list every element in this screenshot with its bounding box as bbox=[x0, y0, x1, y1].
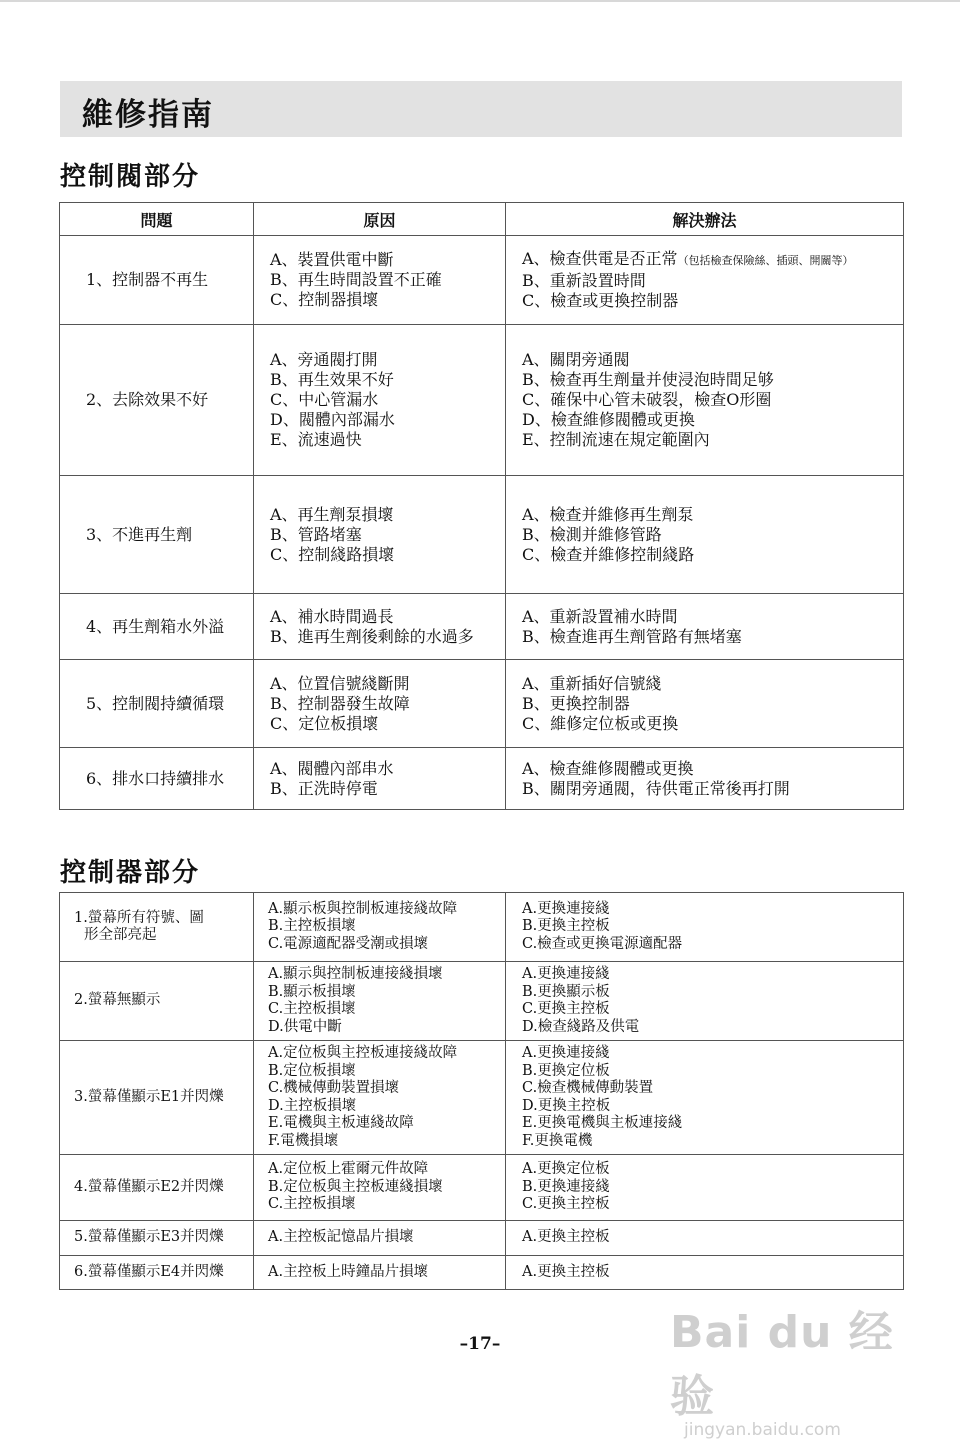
problem-cell bbox=[60, 1041, 254, 1155]
cause-line: C、中心管漏水 bbox=[270, 390, 379, 409]
solution-cell bbox=[506, 476, 904, 594]
column-header-solution: 解決辦法 bbox=[506, 203, 904, 236]
solution-line: A.更換定位板 bbox=[522, 1161, 610, 1178]
solution-line: A、檢查并維修再生劑泵 bbox=[522, 504, 694, 524]
problem-cell bbox=[60, 1256, 254, 1290]
solution-line: A、關閉旁通閥 bbox=[522, 350, 630, 369]
solution-line: B、檢查再生劑量并使浸泡時間足够 bbox=[522, 370, 774, 389]
cause-line: B、再生時間設置不正確 bbox=[270, 270, 442, 289]
solution-line: E、控制流速在規定範圍內 bbox=[522, 430, 710, 449]
cause-line: D、閥體內部漏水 bbox=[270, 410, 395, 429]
problem-line: 6.螢幕僅顯示E4并閃爍 bbox=[74, 1263, 224, 1280]
solution-line: F.更換電機 bbox=[522, 1132, 593, 1149]
problem-cell: 1、控制器不再生 bbox=[60, 236, 254, 325]
table-row bbox=[60, 594, 904, 660]
cause-cell bbox=[254, 1221, 506, 1256]
solution-line: D.檢查綫路及供電 bbox=[522, 1018, 640, 1035]
cause-line: D.主控板損壞 bbox=[268, 1097, 357, 1114]
table-row bbox=[60, 748, 904, 810]
problem-cell: 4、再生劑箱水外溢 bbox=[60, 594, 254, 660]
cause-cell bbox=[254, 748, 506, 810]
table-row bbox=[60, 1221, 904, 1256]
solution-line: A.更換連接綫 bbox=[522, 966, 610, 982]
cause-line: C.主控板損壞 bbox=[268, 1001, 356, 1017]
cause-line: A.定位板上霍爾元件故障 bbox=[268, 1161, 429, 1178]
solution-cell bbox=[506, 893, 904, 962]
watermark-url: jingyan.baidu.com bbox=[684, 1420, 841, 1440]
cause-cell bbox=[254, 594, 506, 660]
cause-line: B、控制器發生故障 bbox=[270, 693, 410, 713]
watermark bbox=[670, 1296, 900, 1440]
page-top-border bbox=[0, 0, 960, 2]
solution-line: D、檢查維修閥體或更換 bbox=[522, 410, 695, 429]
page-number: –17– bbox=[459, 1334, 501, 1354]
problem-cell bbox=[60, 1221, 254, 1256]
solution-line: C、維修定位板或更換 bbox=[522, 713, 679, 733]
cause-line: C、控制綫路損壞 bbox=[270, 544, 395, 564]
solution-line: A.更換連接綫 bbox=[522, 1045, 610, 1061]
table-header-row bbox=[60, 203, 904, 236]
solution-line: B、重新設置時間 bbox=[522, 271, 646, 290]
solution-line: C、確保中心管未破裂，檢查O形圈 bbox=[522, 390, 772, 409]
cause-line: B、正洗時停電 bbox=[270, 778, 378, 798]
solution-cell bbox=[506, 748, 904, 810]
solution-line: A、重新設置補水時間 bbox=[522, 606, 678, 626]
cause-cell bbox=[254, 660, 506, 748]
solution-line: B、檢測并維修管路 bbox=[522, 524, 662, 544]
cause-line: A、閥體內部串水 bbox=[270, 758, 394, 778]
solution-line: C.更換主控板 bbox=[522, 1001, 610, 1017]
solution-line: C.檢查機械傳動裝置 bbox=[522, 1080, 654, 1096]
solution-line: A.更換主控板 bbox=[522, 1229, 610, 1246]
cause-line: E、流速過快 bbox=[270, 430, 362, 449]
cause-line: B.主控板損壞 bbox=[268, 918, 356, 935]
solution-cell bbox=[506, 962, 904, 1041]
cause-line: C.主控板損壞 bbox=[268, 1196, 356, 1213]
cause-line: A、再生劑泵損壞 bbox=[270, 504, 394, 524]
problem-line: 4.螢幕僅顯示E2并閃爍 bbox=[74, 1178, 224, 1195]
solution-cell bbox=[506, 1221, 904, 1256]
solution-line: B、關閉旁通閥，待供電正常後再打開 bbox=[522, 778, 790, 798]
solution-line: E.更換電機與主板連接綫 bbox=[522, 1115, 683, 1131]
table-row bbox=[60, 1256, 904, 1290]
controller-table bbox=[59, 892, 904, 1290]
cause-cell bbox=[254, 1041, 506, 1155]
solution-line: B.更換連接綫 bbox=[522, 1178, 610, 1195]
solution-cell bbox=[506, 594, 904, 660]
problem-cell bbox=[60, 962, 254, 1041]
cause-line: A、補水時間過長 bbox=[270, 606, 394, 626]
table-row bbox=[60, 236, 904, 325]
table-row bbox=[60, 325, 904, 476]
problem-cell: 2、去除效果不好 bbox=[60, 325, 254, 476]
cause-cell bbox=[254, 236, 506, 325]
problem-line: 2.螢幕無顯示 bbox=[74, 992, 161, 1009]
solution-cell bbox=[506, 1256, 904, 1290]
cause-line: B、進再生劑後剩餘的水過多 bbox=[270, 626, 474, 646]
cause-line: F.電機損壞 bbox=[268, 1132, 339, 1149]
solution-note: （包括檢查保險絲、插頭、開關等） bbox=[677, 254, 854, 267]
table-row bbox=[60, 962, 904, 1041]
solution-cell bbox=[506, 236, 904, 325]
cause-line: A.顯示板與控制板連接綫故障 bbox=[268, 900, 458, 917]
cause-line: A.主控板記憶晶片損壞 bbox=[268, 1229, 414, 1246]
page-title: 維修指南 bbox=[82, 97, 214, 133]
page-title-bar bbox=[60, 81, 902, 137]
problem-line: 3.螢幕僅顯示E1并閃爍 bbox=[74, 1088, 224, 1105]
solution-cell bbox=[506, 325, 904, 476]
cause-line: B.定位板與主控板連綫損壞 bbox=[268, 1178, 443, 1195]
solution-line: C.更換主控板 bbox=[522, 1196, 610, 1213]
problem-cell bbox=[60, 893, 254, 962]
solution-line bbox=[522, 249, 903, 271]
cause-line: D.供電中斷 bbox=[268, 1018, 342, 1035]
cause-cell bbox=[254, 962, 506, 1041]
table-row bbox=[60, 476, 904, 594]
cause-cell bbox=[254, 476, 506, 594]
cause-line: C、定位板損壞 bbox=[270, 713, 379, 733]
cause-line: A.主控板上時鐘晶片損壞 bbox=[268, 1263, 429, 1280]
solution-line: B.更換定位板 bbox=[522, 1062, 610, 1079]
solution-line: D.更換主控板 bbox=[522, 1097, 611, 1114]
solution-line: C、檢查并維修控制綫路 bbox=[522, 544, 695, 564]
cause-line: A、裝置供電中斷 bbox=[270, 250, 394, 269]
column-header-problem: 問題 bbox=[60, 203, 254, 236]
solution-cell bbox=[506, 660, 904, 748]
solution-line: B.更換主控板 bbox=[522, 918, 610, 935]
cause-line: A、旁通閥打開 bbox=[270, 350, 378, 369]
problem-cell: 3、不進再生劑 bbox=[60, 476, 254, 594]
solution-line: A、檢查維修閥體或更換 bbox=[522, 758, 694, 778]
section-title-controller: 控制器部分 bbox=[60, 858, 201, 888]
cause-cell bbox=[254, 1256, 506, 1290]
solution-line: B.更換顯示板 bbox=[522, 983, 610, 1000]
column-header-cause: 原因 bbox=[254, 203, 506, 236]
cause-line: C.機械傳動裝置損壞 bbox=[268, 1080, 400, 1096]
problem-cell bbox=[60, 1155, 254, 1221]
cause-cell bbox=[254, 1155, 506, 1221]
section-title-control-valve: 控制閥部分 bbox=[60, 162, 201, 192]
cause-line: B、再生效果不好 bbox=[270, 370, 394, 389]
cause-line: B.定位板損壞 bbox=[268, 1062, 356, 1079]
table-row bbox=[60, 893, 904, 962]
table-row bbox=[60, 1041, 904, 1155]
solution-line: B、檢查進再生劑管路有無堵塞 bbox=[522, 626, 742, 646]
solution-line: A.更換主控板 bbox=[522, 1263, 610, 1280]
cause-line: B.顯示板損壞 bbox=[268, 983, 356, 1000]
solution-cell bbox=[506, 1155, 904, 1221]
cause-line: A.顯示與控制板連接綫損壞 bbox=[268, 966, 443, 982]
cause-line: C、控制器損壞 bbox=[270, 290, 379, 309]
solution-line: C、檢查或更換控制器 bbox=[522, 291, 679, 310]
cause-cell bbox=[254, 325, 506, 476]
problem-cell: 6、排水口持續排水 bbox=[60, 748, 254, 810]
problem-cell: 5、控制閥持續循環 bbox=[60, 660, 254, 748]
solution-cell bbox=[506, 1041, 904, 1155]
problem-line: 形全部亮起 bbox=[84, 927, 157, 943]
cause-line: E.電機與主板連綫故障 bbox=[268, 1115, 414, 1131]
solution-line: B、更換控制器 bbox=[522, 693, 630, 713]
cause-line: A、位置信號綫斷開 bbox=[270, 673, 410, 693]
control-valve-table bbox=[59, 202, 904, 810]
solution-text: A、檢查供電是否正常 bbox=[522, 249, 678, 268]
problem-line: 5.螢幕僅顯示E3并閃爍 bbox=[74, 1229, 224, 1246]
cause-cell bbox=[254, 893, 506, 962]
solution-line: C.檢查或更換電源適配器 bbox=[522, 935, 683, 952]
table-row bbox=[60, 660, 904, 748]
cause-line: A.定位板與主控板連接綫故障 bbox=[268, 1045, 458, 1061]
watermark-logo: Bai du 经验 bbox=[670, 1307, 894, 1422]
table-row bbox=[60, 1155, 904, 1221]
cause-line: B、管路堵塞 bbox=[270, 524, 362, 544]
problem-line: 1.螢幕所有符號、圖 bbox=[74, 909, 204, 926]
solution-line: A、重新插好信號綫 bbox=[522, 673, 662, 693]
cause-line: C.電源適配器受潮或損壞 bbox=[268, 935, 429, 952]
solution-line: A.更換連接綫 bbox=[522, 900, 610, 917]
